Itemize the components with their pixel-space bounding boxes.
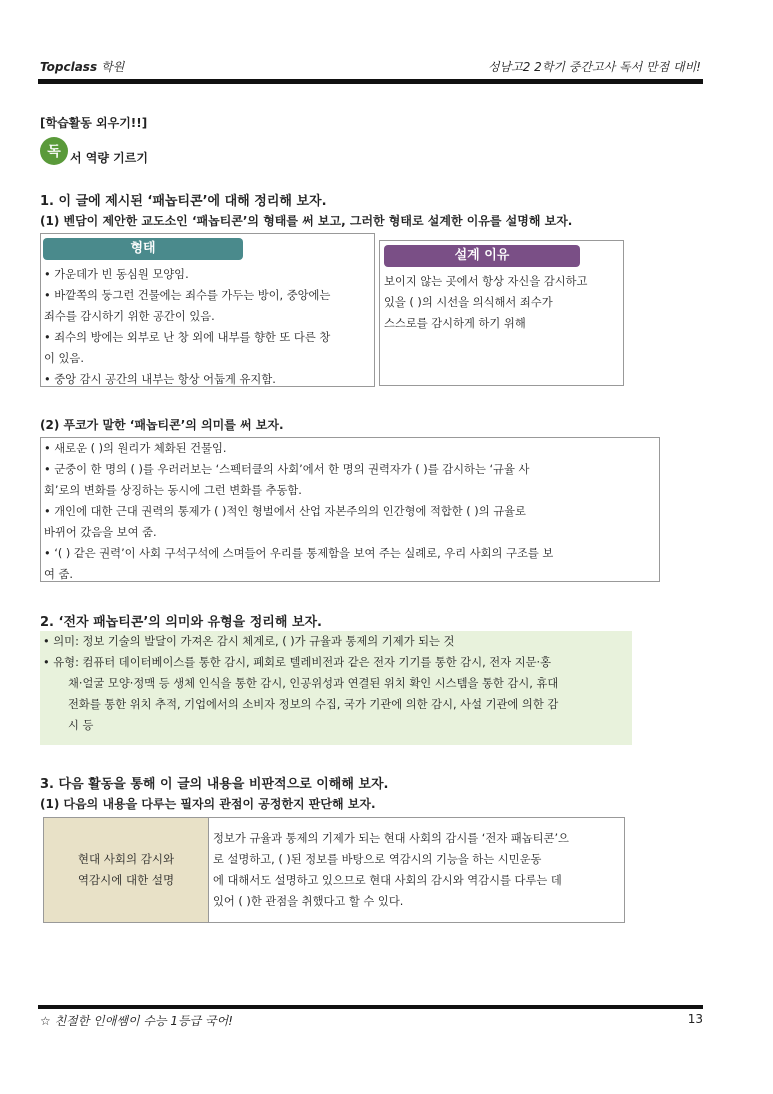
- badge-char: 독: [47, 144, 61, 160]
- q2-line: • 유형: 컴퓨터 데이터베이스를 통한 감시, 폐회로 텔레비전과 같은 전자 기기를 통한 감시, 전자 지문·홍: [43, 656, 552, 669]
- brand: [40, 58, 124, 75]
- badge-circle: [40, 137, 68, 165]
- reason-box: [379, 240, 624, 386]
- q2-line: 채·얼굴 모양·정맥 등 생체 인식을 통한 감시, 인공위성과 연결된 위치 확인 시스템을 통한 감시, 휴대: [68, 677, 559, 690]
- form-label: 형태: [43, 238, 243, 260]
- q3-right-line: 로 설명하고, ( )된 정보를 바탕으로 역감시의 기능을 하는 시민운동: [213, 853, 542, 866]
- meaning-line: 회’로의 변화를 상징하는 동시에 그런 변화를 추동함.: [44, 484, 302, 497]
- footer-text: ☆ 친절한 인애쌤이 수능 1등급 국어!: [40, 1014, 233, 1028]
- brand-name: Topclass: [40, 60, 98, 74]
- q1-sub1: (1) 벤담이 제안한 교도소인 ‘패놉티콘’의 형태를 써 보고, 그러한 형태로 설계한 이유를 설명해 보자.: [40, 214, 573, 228]
- footer-rule: [38, 1005, 703, 1009]
- page-number: 13: [687, 1012, 703, 1026]
- reason-lines: [384, 271, 587, 334]
- badge-title: 서 역량 기르기: [70, 151, 148, 165]
- q3-left-line: 역감시에 대한 설명: [77, 873, 175, 887]
- reason-line: 있을 ( )의 시선을 의식해서 죄수가: [384, 296, 553, 309]
- reason-line: 스스로를 감시하게 하기 위해: [384, 317, 526, 330]
- form-line: 이 있음.: [44, 352, 84, 365]
- q3-right-line: 있어 ( )한 관점을 취했다고 할 수 있다.: [213, 895, 404, 908]
- section-tag: [학습활동 외우기!!]: [40, 116, 148, 130]
- q1-sub2: (2) 푸코가 말한 ‘패놉티콘’의 의미를 써 보자.: [40, 418, 284, 432]
- form-line: • 중앙 감시 공간의 내부는 항상 어둡게 유지함.: [44, 373, 276, 386]
- q2-line: • 의미: 정보 기술의 발달이 가져온 감시 체계로, ( )가 규율과 통제의 기제가 되는 것: [43, 635, 455, 648]
- meaning-line: • 새로운 ( )의 원리가 체화된 건물임.: [44, 442, 227, 455]
- q3-divider: [208, 818, 209, 922]
- meaning-line: • 개인에 대한 근대 권력의 통제가 ( )적인 형벌에서 산업 자본주의의 인간형에 적합한 ( )의 규율로: [44, 505, 526, 518]
- form-line: 죄수를 감시하기 위한 공간이 있음.: [44, 310, 215, 323]
- q2-box: [40, 631, 632, 745]
- meaning-box: [40, 437, 660, 582]
- q3-right-line: 에 대해서도 설명하고 있으므로 현대 사회의 감시와 역감시를 다루는 데: [213, 874, 562, 887]
- meaning-line: • ‘( ) 같은 권력’이 사회 구석구석에 스며들어 우리를 통제함을 보여 주는 실례로, 우리 사회의 구조를 보: [44, 547, 554, 560]
- q3-right-line: 정보가 규율과 통제의 기제가 되는 현대 사회의 감시를 ‘전자 패놉티콘’으: [213, 832, 569, 845]
- brand-sub: 학원: [101, 60, 125, 74]
- meaning-line: 여 줌.: [44, 568, 74, 581]
- q3-left-cell: [44, 818, 208, 922]
- form-line: • 죄수의 방에는 외부로 난 창 외에 내부를 향한 또 다른 창: [44, 331, 331, 344]
- form-lines: [44, 264, 330, 390]
- form-box: [40, 233, 375, 387]
- header-right-text: 성남고2 2학기 중간고사 독서 만점 대비!: [487, 60, 701, 74]
- q3-left-line: 현대 사회의 감시와: [77, 852, 175, 866]
- meaning-lines: [44, 438, 553, 585]
- form-line: • 가운데가 빈 동심원 모양임.: [44, 268, 189, 281]
- q2-lines: [43, 631, 558, 736]
- q2-title: 2. ‘전자 패놉티콘’의 의미와 유형을 정리해 보자.: [40, 615, 322, 630]
- q3-title: 3. 다음 활동을 통해 이 글의 내용을 비판적으로 이해해 보자.: [40, 777, 389, 792]
- reason-label: 설계 이유: [384, 245, 580, 267]
- q2-line: 전화를 통한 위치 추적, 기업에서의 소비자 정보의 수집, 국가 기관에 의한 감시, 사설 기관에 의한 감: [68, 698, 559, 711]
- header-rule: [38, 79, 703, 84]
- q1-title: 1. 이 글에 제시된 ‘패놉티콘’에 대해 정리해 보자.: [40, 194, 327, 209]
- meaning-line: • 군중이 한 명의 ( )를 우러러보는 ‘스펙터클의 사회’에서 한 명의 권력자가 ( )를 감시하는 ‘규율 사: [44, 463, 530, 476]
- q3-right-cell: [213, 828, 569, 912]
- q3-table: [43, 817, 625, 923]
- form-line: • 바깥쪽의 둥그런 건물에는 죄수를 가두는 방이, 중앙에는: [44, 289, 331, 302]
- q3-sub1: (1) 다음의 내용을 다루는 필자의 관점이 공정한지 판단해 보자.: [40, 797, 376, 811]
- reason-line: 보이지 않는 곳에서 항상 자신을 감시하고: [384, 275, 588, 288]
- q2-line: 시 등: [68, 719, 94, 732]
- meaning-line: 바뀌어 갔음을 보여 줌.: [44, 526, 157, 539]
